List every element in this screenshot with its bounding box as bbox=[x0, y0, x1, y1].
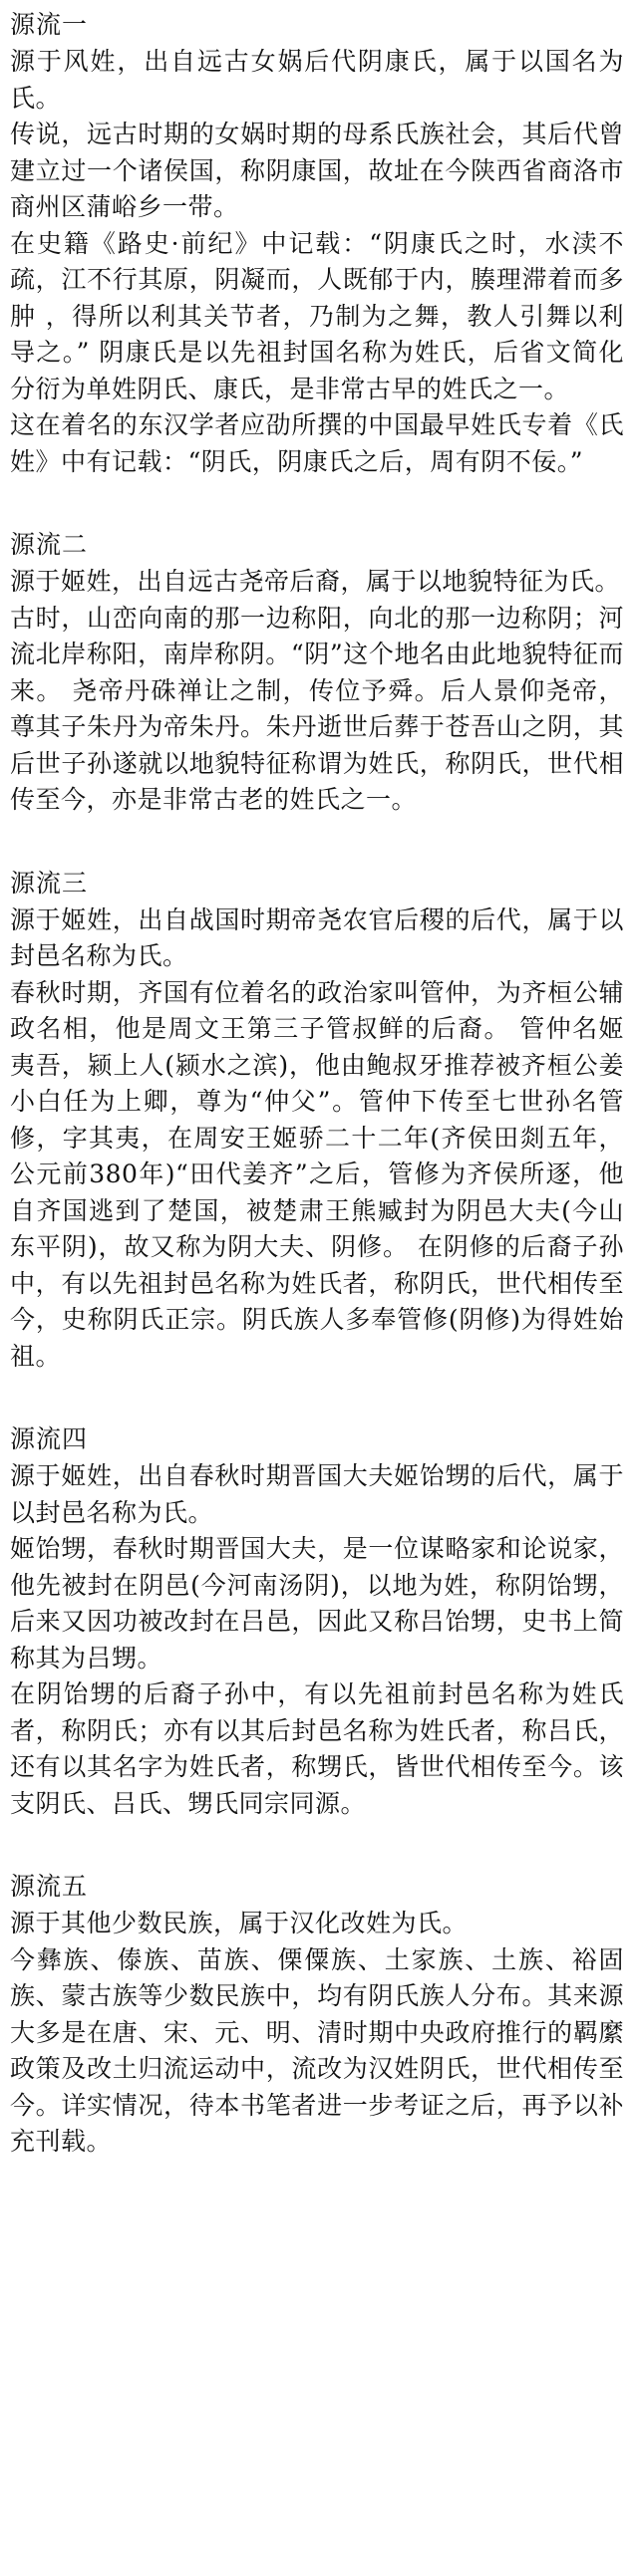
paragraph: 今彝族、傣族、苗族、傈僳族、土家族、土族、裕固族、蒙古族等少数民族中，均有阴氏族人分布。其来源大多是在唐、宋、元、明、清时期中央政府推行的羁縻政策及改土归流运动中，流改为汉姓阴氏，世代相传至今。详实情况，待本书笔者进一步考证之后，再予以补充刊载。 bbox=[10, 1944, 624, 2156]
section-origin-5 bbox=[10, 1870, 624, 2161]
section-heading: 源流一 bbox=[10, 10, 89, 39]
section-heading: 源流五 bbox=[10, 1872, 89, 1901]
paragraph: 源于其他少数民族，属于汉化改姓为氏。 bbox=[10, 1909, 469, 1937]
section-origin-1 bbox=[10, 8, 624, 480]
section-heading: 源流二 bbox=[10, 530, 89, 559]
paragraph: 在史籍《路史·前纪》中记载：“阴康氏之时，水渎不疏，江不行其原，阴凝而，人既郁于内，腠理滞着而多肿 ，得所以利其关节者，乃制为之舞，教人引舞以利导之。” 阴康氏是以先祖封国名称为姓氏，后省文简化分衍为单姓阴氏、康氏，是非常古早的姓氏之一。 bbox=[10, 228, 624, 403]
paragraph: 姬饴甥，春秋时期晋国大夫，是一位谋略家和论说家，他先被封在阴邑(今河南汤阴)，以地为姓，称阴饴甥，后来又因功被改封在吕邑，因此又称吕饴甥，史书上简称其为吕甥。 bbox=[10, 1534, 624, 1673]
paragraph: 源于风姓，出自远古女娲后代阴康氏，属于以国名为氏。 bbox=[10, 47, 624, 113]
paragraph: 源于姬姓，出自战国时期帝尧农官后稷的后代，属于以封邑名称为氏。 bbox=[10, 904, 624, 970]
paragraph: 在阴饴甥的后裔子孙中，有以先祖前封邑名称为姓氏者，称阴氏；亦有以其后封邑名称为姓氏者，称吕氏，还有以其名字为姓氏者，称甥氏，皆世代相传至今。该支阴氏、吕氏、甥氏同宗同源。 bbox=[10, 1679, 624, 1818]
paragraph: 春秋时期，齐国有位着名的政治家叫管仲，为齐桓公辅政名相，他是周文王第三子管叔鲜的后裔。 管仲名姬夷吾，颍上人(颍水之滨)，他由鲍叔牙推荐被齐桓公姜小白任为上卿，尊为“仲父”。管仲下传至七世孙名管修，字其夷，在周安王姬骄二十二年(齐侯田剡五年，公元前380年)“田代姜齐”之后，管修为齐侯所逐，他自齐国逃到了楚国，被楚肃王熊臧封为阴邑大夫(今山东平阴)，故又称为阴大夫、阴修。 在阴修的后裔子孙中，有以先祖封邑名称为姓氏者，称阴氏，世代相传至今，史称阴氏正宗。阴氏族人多奉管修(阴修)为得姓始祖。 bbox=[10, 977, 624, 1371]
section-origin-2 bbox=[10, 528, 624, 819]
section-origin-3 bbox=[10, 867, 624, 1376]
paragraph: 传说，远古时期的女娲时期的母系氏族社会，其后代曾建立过一个诸侯国，称阴康国，故址在今陕西省商洛市商州区蒲峪乡一带。 bbox=[10, 120, 624, 221]
paragraph: 源于姬姓，出自春秋时期晋国大夫姬饴甥的后代，属于以封邑名称为氏。 bbox=[10, 1461, 624, 1527]
paragraph: 这在着名的东汉学者应劭所撰的中国最早姓氏专着《氏姓》中有记载：“阴氏，阴康氏之后，周有阴不佞。” bbox=[10, 410, 624, 476]
section-heading: 源流三 bbox=[10, 868, 89, 898]
paragraph: 源于姬姓，出自远古尧帝后裔，属于以地貌特征为氏。 bbox=[10, 567, 621, 596]
section-heading: 源流四 bbox=[10, 1424, 89, 1453]
paragraph: 古时，山峦向南的那一边称阳，向北的那一边称阴；河流北岸称阳，南岸称阴。“阴”这个地名由此地貌特征而来。 尧帝丹硃禅让之制，传位予舜。后人景仰尧帝，尊其子朱丹为帝朱丹。朱丹逝世后葬于苍吾山之阴，其后世子孙遂就以地貌特征称谓为姓氏，称阴氏，世代相传至今，亦是非常古老的姓氏之一。 bbox=[10, 603, 624, 814]
section-origin-4 bbox=[10, 1422, 624, 1822]
